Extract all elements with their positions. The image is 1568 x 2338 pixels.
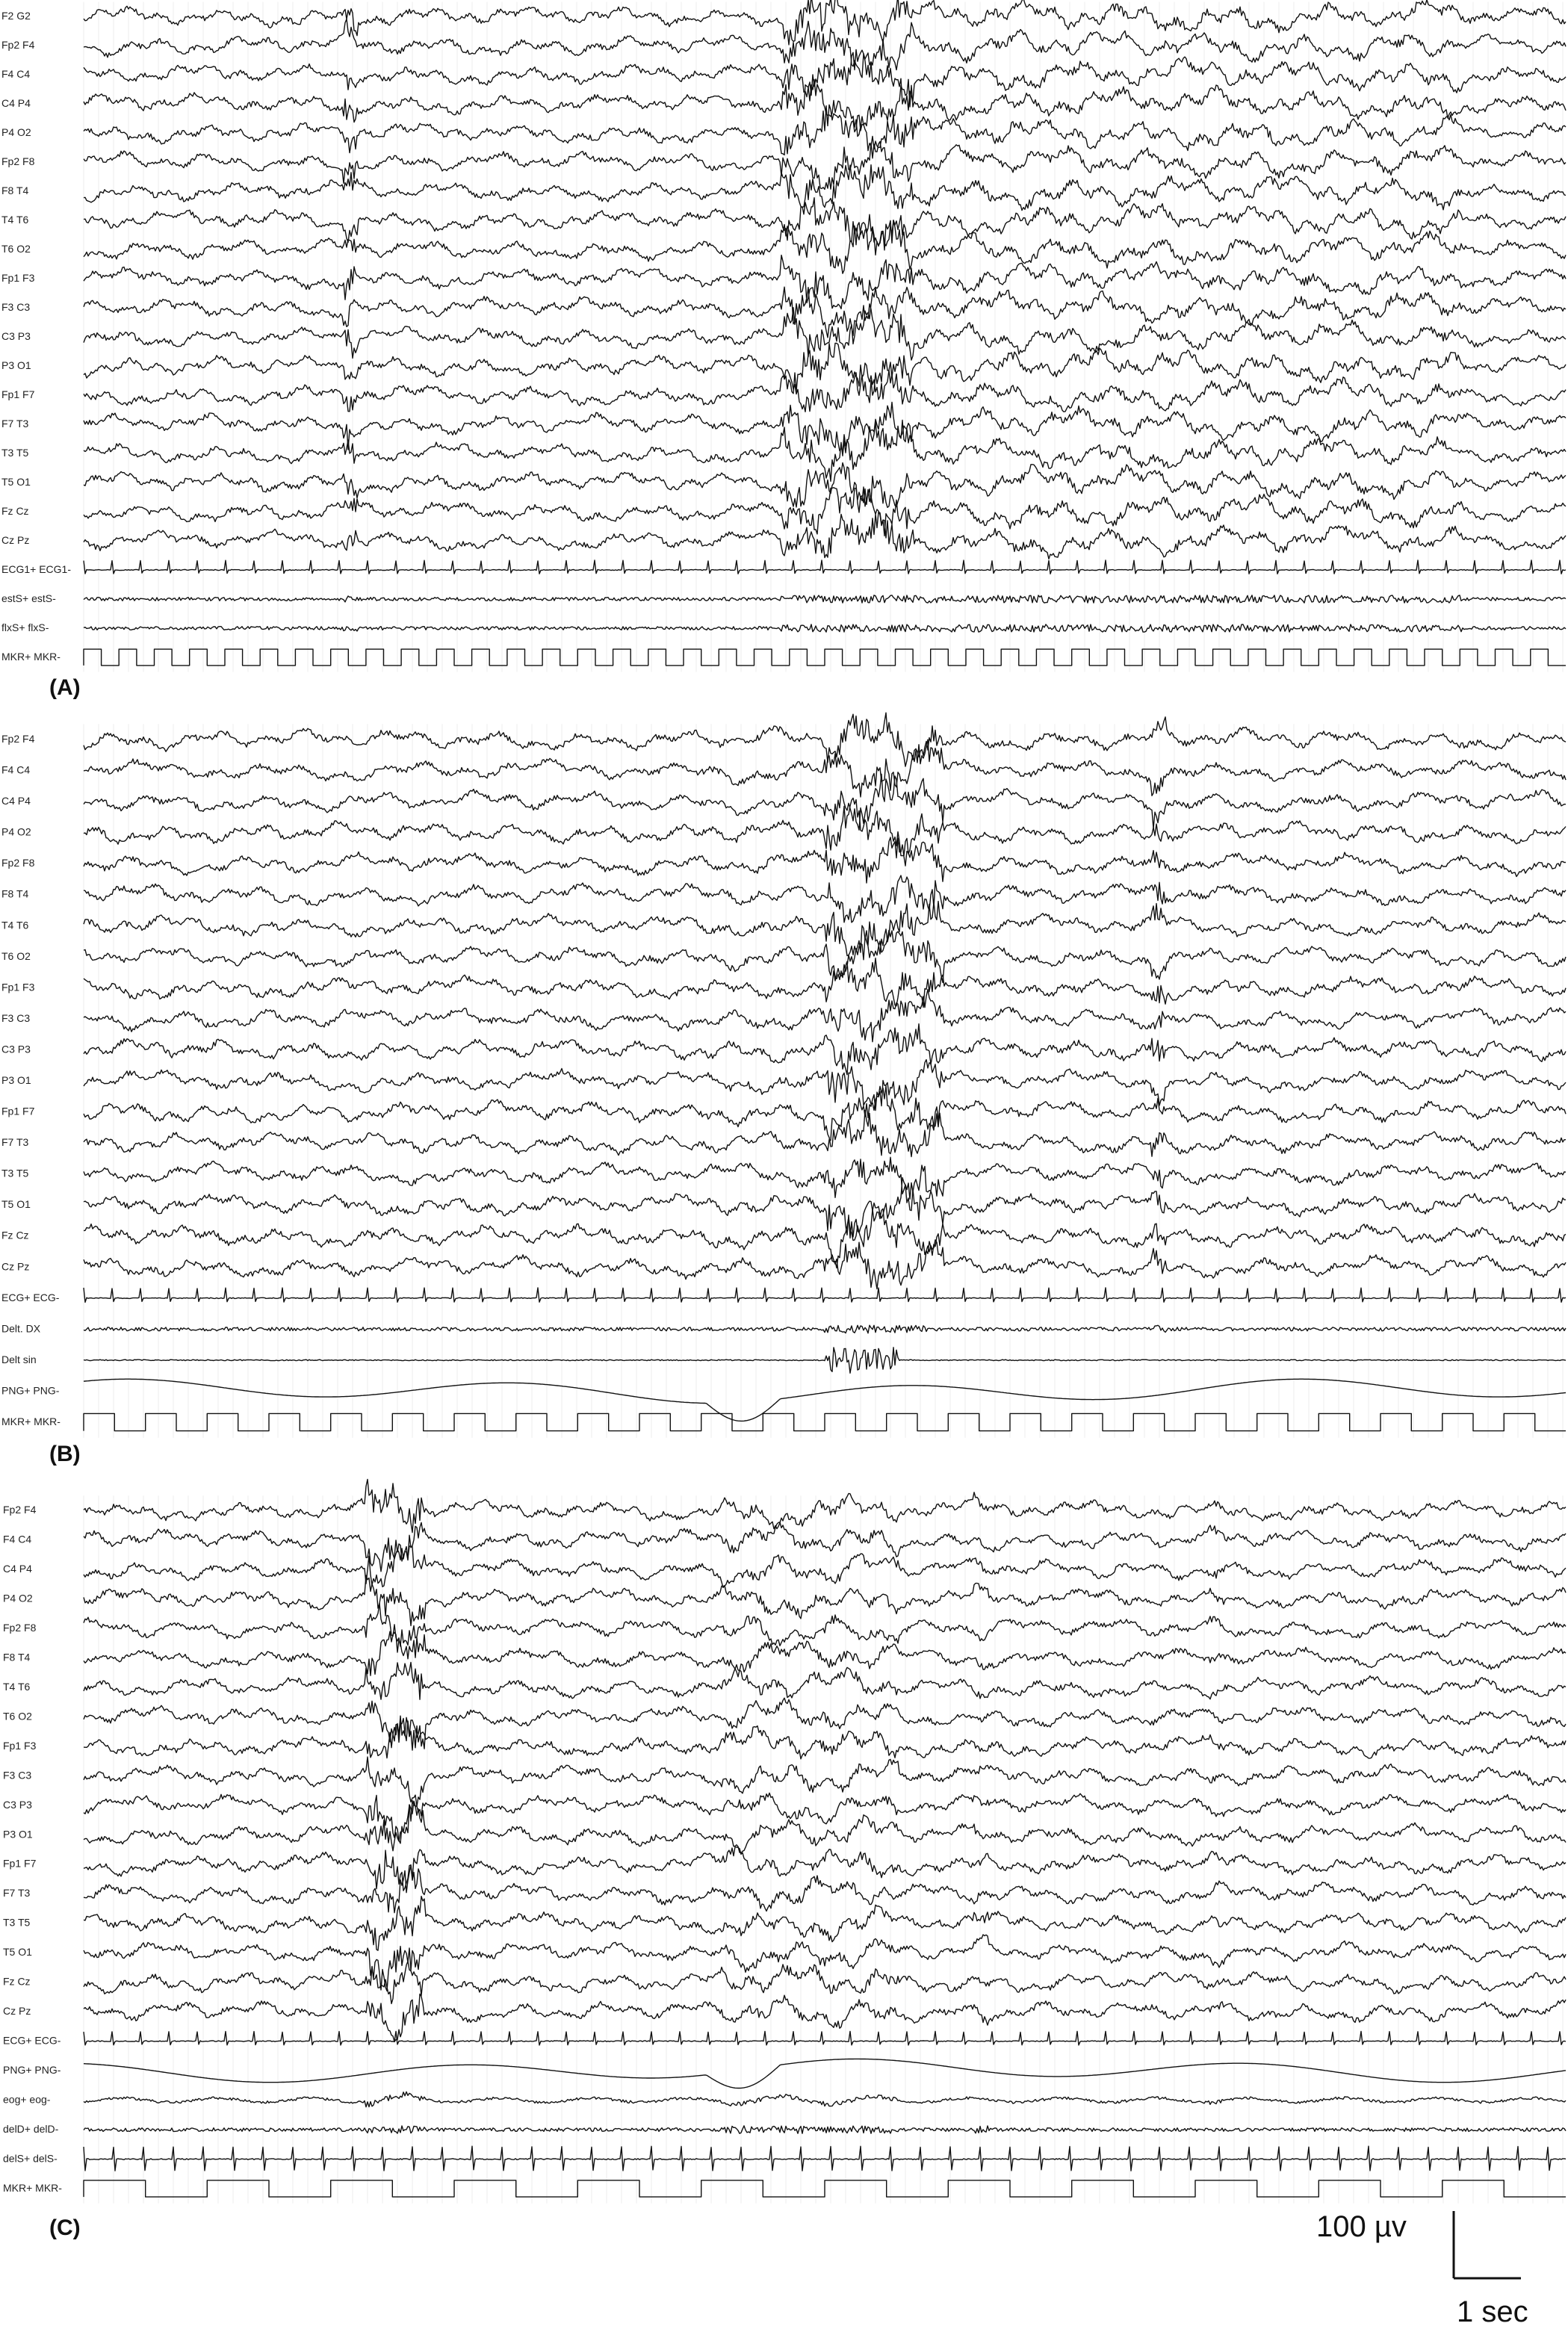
channel-label: P4 O2 (1, 126, 31, 138)
channel-label: F4 C4 (1, 68, 31, 80)
channel-trace (84, 774, 1566, 830)
channel-label: Fp2 F4 (1, 733, 35, 745)
channel-label: Fp1 F3 (1, 981, 35, 993)
panel-b-letter: (B) (49, 1442, 81, 1466)
channel-label: ECG+ ECG- (3, 2034, 61, 2047)
channel-trace (84, 1024, 1566, 1075)
channel-trace (84, 2059, 1566, 2088)
channel-trace (84, 1793, 1566, 1843)
channel-label: PNG+ PNG- (3, 2064, 61, 2077)
scale-amplitude-label: 100 µv (1316, 2210, 1407, 2243)
channel-label: T6 O2 (1, 243, 31, 255)
panel-a (1, 0, 1566, 672)
channel-trace (84, 1110, 1566, 1156)
channel-label: T5 O1 (3, 1946, 32, 1959)
channel-label: estS+ estS- (1, 592, 56, 604)
channel-label: Fp2 F8 (1, 155, 35, 167)
channel-trace (84, 403, 1566, 453)
channel-trace (84, 343, 1566, 400)
channel-label: Fp1 F7 (1, 1105, 35, 1117)
channel-label: T6 O2 (3, 1710, 32, 1723)
channel-trace (84, 560, 1566, 574)
channel-trace (84, 1866, 1566, 1913)
channel-trace (84, 0, 1566, 45)
channel-trace (84, 1575, 1566, 1625)
channel-trace (84, 105, 1566, 155)
channel-label: P4 O2 (3, 1592, 33, 1604)
channel-trace (84, 1662, 1566, 1699)
channel-trace (84, 1348, 1566, 1374)
channel-label: Cz Pz (1, 1260, 30, 1273)
channel-label: ECG1+ ECG1- (1, 563, 71, 575)
channel-label: F7 T3 (3, 1887, 31, 1900)
channel-label: T5 O1 (1, 476, 31, 488)
channel-trace (84, 2031, 1566, 2045)
channel-trace (84, 931, 1566, 983)
channel-label: F8 T4 (1, 185, 29, 196)
channel-trace (84, 1157, 1566, 1199)
channel-label: C4 P4 (1, 795, 31, 807)
channel-trace (84, 649, 1566, 666)
channel-trace (84, 1060, 1566, 1111)
channel-trace (84, 1209, 1566, 1268)
channel-trace (84, 1288, 1566, 1303)
channel-trace (84, 1178, 1566, 1238)
channel-trace (84, 1719, 1566, 1759)
channel-label: F3 C3 (1, 1011, 31, 1024)
channel-label: P4 O2 (1, 825, 31, 838)
channel-label: F7 T3 (1, 418, 29, 430)
channel-trace (84, 1994, 1566, 2041)
channel-label: MKR+ MKR- (1, 1415, 61, 1427)
channel-label: ECG+ ECG- (1, 1291, 60, 1303)
channel-trace (84, 1240, 1566, 1289)
channel-trace (84, 713, 1566, 766)
channel-trace (84, 875, 1566, 923)
channel-label: T3 T5 (1, 1167, 29, 1179)
panel-b (1, 713, 1566, 1438)
channel-label: F8 T4 (1, 887, 29, 900)
channel-trace (84, 423, 1566, 482)
channel-label: Cz Pz (3, 2005, 31, 2018)
channel-trace (84, 1413, 1566, 1430)
channel-label: P3 O1 (3, 1828, 33, 1841)
channel-trace (84, 1698, 1566, 1749)
channel-label: F4 C4 (1, 763, 31, 776)
channel-label: F8 T4 (3, 1651, 31, 1663)
channel-trace (84, 1962, 1566, 2004)
channel-trace (84, 1935, 1566, 1991)
channel-trace (84, 1801, 1566, 1853)
channel-label: Delt. DX (1, 1322, 41, 1335)
channel-label: Fz Cz (1, 505, 29, 517)
channel-label: P3 O1 (1, 359, 31, 371)
channel-label: Fp1 F3 (1, 272, 35, 284)
channel-label: flxS+ flxS- (1, 621, 49, 633)
channel-label: Fp1 F3 (3, 1739, 37, 1752)
channel-label: Fp2 F8 (3, 1621, 37, 1634)
channel-label: C4 P4 (3, 1562, 32, 1575)
channel-label: eog+ eog- (3, 2093, 51, 2106)
channel-trace (84, 837, 1566, 883)
channel-label: Fp2 F4 (1, 39, 35, 51)
channel-label: T6 O2 (1, 949, 31, 962)
panel-c-letter: (C) (49, 2215, 81, 2240)
channel-label: Fp2 F8 (1, 857, 35, 869)
panel-c (3, 1479, 1566, 2203)
channel-label: delD+ delD- (3, 2123, 59, 2136)
channel-trace (84, 1757, 1566, 1806)
channel-label: PNG+ PNG- (1, 1384, 60, 1397)
channel-label: Fp2 F4 (3, 1504, 37, 1516)
channel-trace (84, 1522, 1566, 1572)
channel-trace (84, 512, 1566, 559)
channel-label: T4 T6 (3, 1680, 31, 1693)
channel-label: F3 C3 (3, 1769, 32, 1782)
channel-label: Fz Cz (1, 1229, 29, 1241)
channel-trace (84, 990, 1566, 1042)
channel-trace (84, 1631, 1566, 1675)
channel-label: C4 P4 (1, 97, 31, 109)
channel-label: F7 T3 (1, 1136, 29, 1149)
channel-label: F4 C4 (3, 1533, 32, 1545)
channel-label: Fp1 F7 (1, 388, 35, 400)
channel-trace (84, 624, 1566, 632)
channel-label: C3 P3 (1, 330, 31, 342)
channel-label: Fz Cz (3, 1975, 31, 1988)
channel-trace (84, 2146, 1566, 2171)
channel-trace (84, 1603, 1566, 1646)
channel-trace (84, 1479, 1566, 1532)
channel-label: T5 O1 (1, 1198, 31, 1211)
channel-label: P3 O1 (1, 1074, 31, 1086)
channel-label: T4 T6 (1, 214, 29, 226)
channel-label: T3 T5 (1, 447, 29, 459)
channel-label: Cz Pz (1, 534, 30, 546)
panel-a-letter: (A) (49, 675, 81, 700)
channel-label: F3 C3 (1, 301, 31, 313)
scale-bar (1316, 2210, 1528, 2328)
channel-label: delS+ delS- (3, 2152, 58, 2165)
channel-trace (84, 142, 1566, 190)
scale-time-label: 1 sec (1457, 2295, 1528, 2328)
channel-trace (84, 220, 1566, 273)
channel-label: C3 P3 (1, 1043, 31, 1055)
channel-label: C3 P3 (3, 1798, 32, 1811)
channel-trace (84, 2092, 1566, 2106)
channel-trace (84, 595, 1566, 603)
channel-trace (84, 255, 1566, 309)
channel-trace (84, 2180, 1566, 2197)
channel-label: T3 T5 (3, 1916, 31, 1929)
channel-label: MKR+ MKR- (1, 651, 61, 663)
channel-label: T4 T6 (1, 919, 29, 931)
channel-label: Fp1 F7 (3, 1857, 37, 1870)
channel-trace (84, 1325, 1566, 1333)
channel-trace (84, 2126, 1566, 2133)
channel-label: Delt sin (1, 1353, 37, 1365)
channel-label: MKR+ MKR- (3, 2182, 62, 2194)
channel-trace (84, 798, 1566, 855)
channel-label: F2 G2 (1, 10, 31, 22)
